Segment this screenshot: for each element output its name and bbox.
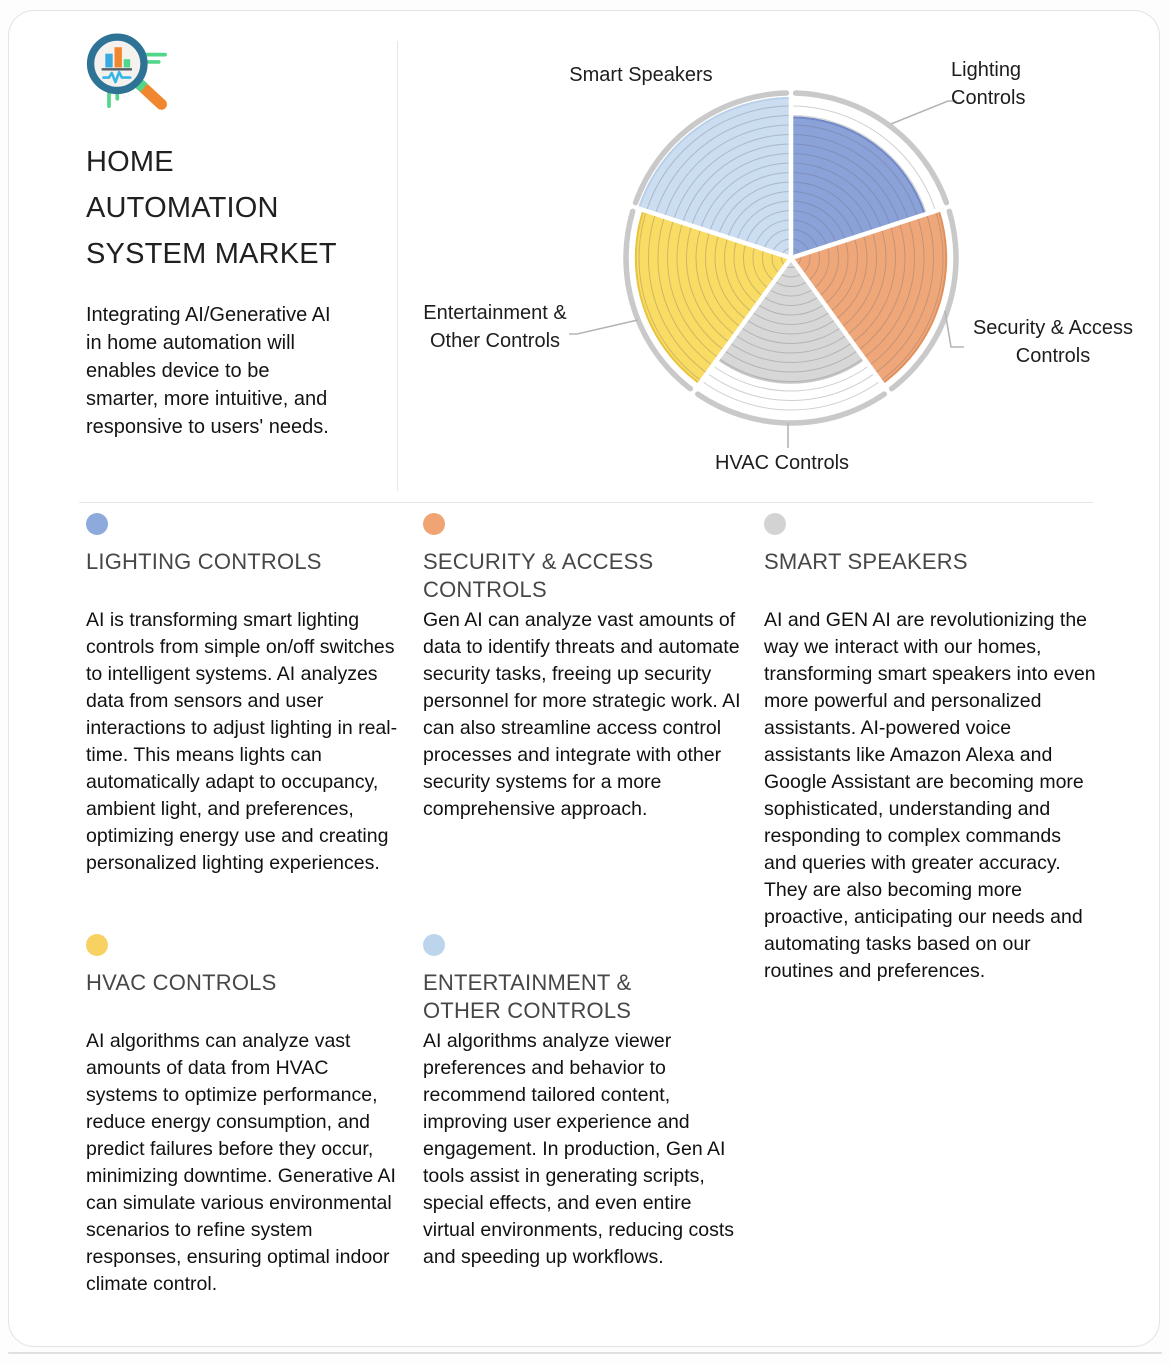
section-title: HVAC CONTROLS [86, 970, 277, 995]
chart-label-entertainment-other-controls: Entertainment & Other Controls [423, 302, 567, 352]
section-hvac-controls [86, 934, 404, 1298]
chart-label-security-access-controls: Security & Access Controls [972, 317, 1134, 367]
bottom-divider [8, 1352, 1162, 1354]
legend-dot-entertainment [423, 934, 445, 956]
header-left [86, 27, 386, 441]
section-entertainment-other-controls [423, 934, 745, 1271]
section-title: SECURITY & ACCESS CONTROLS [423, 549, 654, 602]
page-description: Integrating AI/Generative AI in home automation will enables device to be smarter, more intuitive, and responsive to users' needs. [86, 304, 331, 438]
legend-dot-smart-speakers [764, 513, 786, 535]
infographic-card [8, 10, 1160, 1347]
section-body: AI and GEN AI are revolutionizing the way we interact with our homes, transforming smart speakers into even more powerful and personalized assistants. AI-powered voice assistants like Amazon Alexa and Google Assistant are becoming more sophisticated, understanding and responding to complex commands and queries with greater accuracy. They are also becoming more proactive, anticipating our needs and automating tasks based on our routines and preferences. [764, 609, 1096, 982]
chart-label-hvac-controls: HVAC Controls [714, 452, 850, 474]
section-body: AI algorithms analyze viewer preferences and behavior to recommend tailored content, improving user experience and engagement. In production, Gen AI tools assist in generating scripts, special effects, and even entire virtual environments, reducing costs and speeding up workflows. [423, 1030, 735, 1268]
section-title: SMART SPEAKERS [764, 549, 968, 574]
legend-dot-hvac [86, 934, 108, 956]
section-security-access-controls [423, 513, 745, 934]
section-body: Gen AI can analyze vast amounts of data to identify threats and automate security tasks, freeing up security personnel for more strategic work. AI can also streamline access control processes and integrate with other security systems for a more comprehensive approach. [423, 609, 741, 820]
section-body: AI is transforming smart lighting controls from simple on/off switches to intelligent systems. AI analyzes data from sensors and user interactions to adjust lighting in real-time. This means lights can automatically adapt to occupancy, ambient light, and preferences, optimizing energy use and creating personalized lighting experiences. [86, 609, 398, 874]
polar-area-chart [397, 11, 1160, 501]
section-title: LIGHTING CONTROLS [86, 549, 322, 574]
analytics-magnifier-icon [86, 27, 178, 119]
chart-label-lighting-controls: Lighting Controls [951, 59, 1026, 109]
sections-column-1 [86, 513, 404, 1298]
horizontal-divider [79, 502, 1093, 503]
section-title: ENTERTAINMENT & OTHER CONTROLS [423, 970, 632, 1023]
section-lighting-controls [86, 513, 404, 934]
sections-column-3 [764, 513, 1096, 1298]
legend-dot-security [423, 513, 445, 535]
legend-dot-lighting [86, 513, 108, 535]
sections-grid [86, 513, 1096, 1298]
page-title: HOME AUTOMATION SYSTEM MARKET [86, 146, 337, 270]
chart-label-smart-speakers: Smart Speakers [569, 64, 713, 86]
sections-column-2 [423, 513, 745, 1298]
section-body: AI algorithms can analyze vast amounts of data from HVAC systems to optimize performance, reduce energy consumption, and predict failures before they occur, minimizing downtime. Generative AI can simulate various environmental scenarios to refine system responses, ensuring optimal indoor climate control. [86, 1030, 396, 1295]
section-smart-speakers [764, 513, 1096, 985]
